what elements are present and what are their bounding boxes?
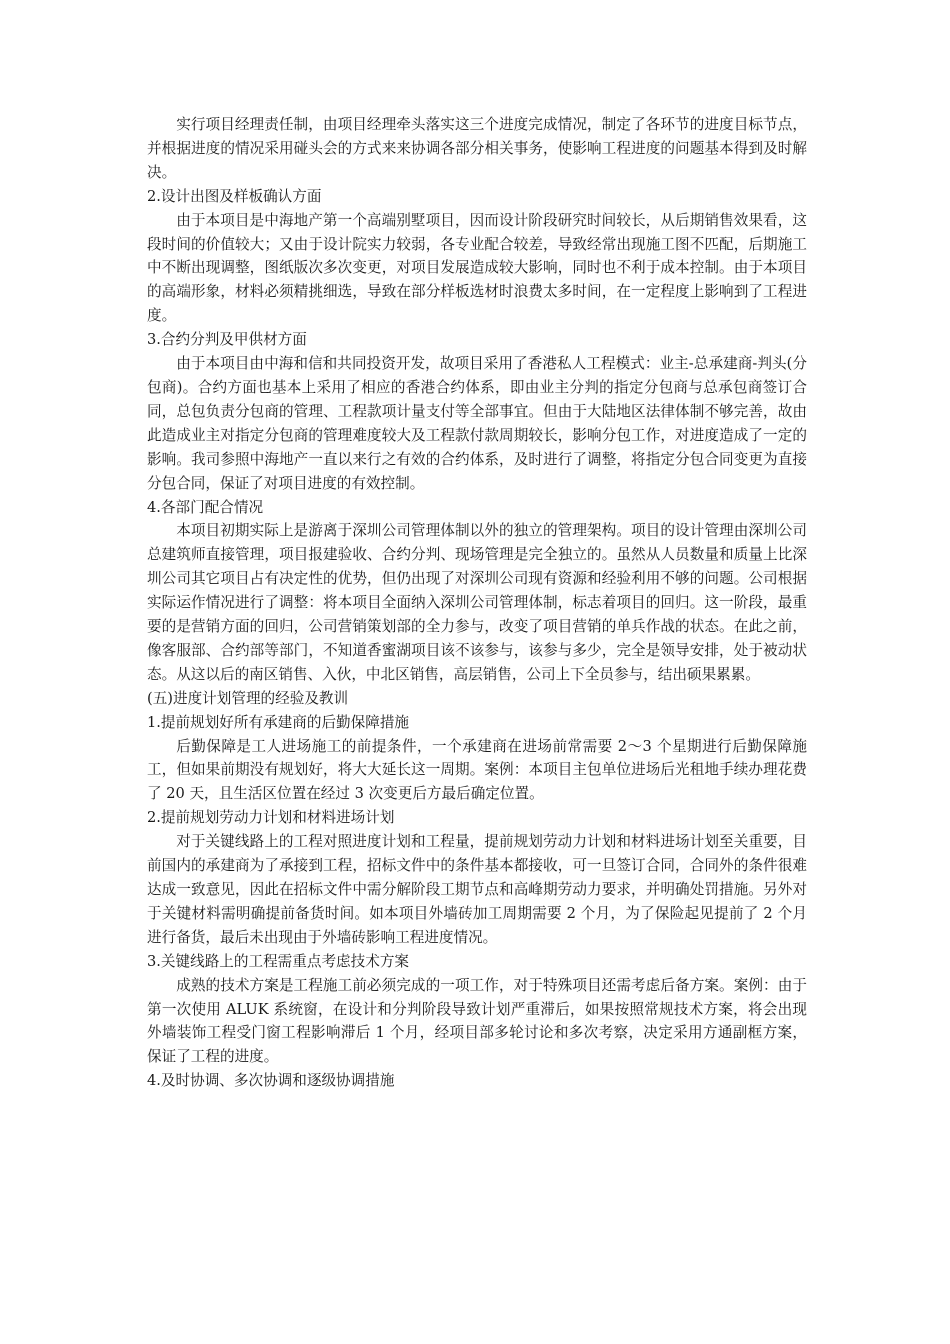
section-heading: 2.提前规划劳动力计划和材料进场计划 [147, 809, 395, 827]
paragraph: 后勤保障是工人进场施工的前提条件，一个承建商在进场前常需要 2～3 个星期进行后勤保障施工，但如果前期没有规划好，将大大延长这一周期。案例：本项目主包单位进场后光租地手续办理花费了 20 天，且生活区位置在经过 3 次变更后方最后确定位置。 [147, 737, 807, 803]
section-heading: 3.关键线路上的工程需重点考虑技术方案 [147, 952, 410, 970]
paragraph: 实行项目经理责任制，由项目经理牵头落实这三个进度完成情况，制定了各环节的进度目标节点，并根据进度的情况采用碰头会的方式来来协调各部分相关事务，使影响工程进度的问题基本得到及时解决。 [147, 116, 807, 181]
section-heading: 3.合约分判及甲供材方面 [147, 331, 307, 349]
paragraph: 对于关键线路上的工程对照进度计划和工程量，提前规划劳动力计划和材料进场计划至关重要，目前国内的承建商为了承接到工程，招标文件中的条件基本都接收，可一旦签订合同，合同外的条件很难达成一致意见，因此在招标文件中需分解阶段工期节点和高峰期劳动力要求，并明确处罚措施。另外对于关键材料需明确提前备货时间。如本项目外墙砖加工周期需要 2 个月，为了保险起见提前了 2 个月进行备货，最后未出现由于外墙砖影响工程进度情况。 [147, 833, 807, 946]
section-heading: 1.提前规划好所有承建商的后勤保障措施 [147, 713, 410, 731]
paragraph: 本项目初期实际上是游离于深圳公司管理体制以外的独立的管理架构。项目的设计管理由深圳公司总建筑师直接管理，项目报建验收、合约分判、现场管理是完全独立的。虽然从人员数量和质量上比深圳公司其它项目占有决定性的优势，但仍出现了对深圳公司现有资源和经验利用不够的问题。公司根据实际运作情况进行了调整：将本项目全面纳入深圳公司管理体制，标志着项目的回归。这一阶段，最重要的是营销方面的回归，公司营销策划部的全力参与，改变了项目营销的单兵作战的状态。在此之前，像客服部、合约部等部门，不知道香蜜湖项目该不该参与，该参与多少，完全是领导安排，处于被动状态。从这以后的南区销售、入伙，中北区销售，高层销售，公司上下全员参与，结出硕果累累。 [147, 522, 807, 683]
section-heading: 4.各部门配合情况 [147, 498, 264, 516]
paragraph: 成熟的技术方案是工程施工前必须完成的一项工作，对于特殊项目还需考虑后备方案。案例：由于第一次使用 ALUK 系统窗，在设计和分判阶段导致计划严重滞后，如果按照常规技术方案，将会出现外墙装饰工程受门窗工程影响滞后 1 个月，经项目部多轮讨论和多次考察，决定采用方通副框方案，保证了工程的进度。 [147, 976, 807, 1066]
section-heading: 4.及时协调、多次协调和逐级协调措施 [147, 1072, 395, 1090]
document-page [147, 113, 807, 1093]
paragraph: 由于本项目是中海地产第一个高端别墅项目，因而设计阶段研究时间较长，从后期销售效果看，这段时间的价值较大；又由于设计院实力较弱，各专业配合较差，导致经常出现施工图不匹配，后期施工中不断出现调整，图纸版次多次变更，对项目发展造成较大影响，同时也不利于成本控制。由于本项目的高端形象，材料必须精挑细选，导致在部分样板选材时浪费太多时间，在一定程度上影响到了工程进度。 [147, 211, 807, 325]
chapter-heading: (五)进度计划管理的经验及教训 [147, 689, 349, 707]
paragraph: 由于本项目由中海和信和共同投资开发，故项目采用了香港私人工程模式：业主-总承建商-判头(分包商)。合约方面也基本上采用了相应的香港合约体系，即由业主分判的指定分包商与总承包商签订合同，总包负责分包商的管理、工程款项计量支付等全部事宜。但由于大陆地区法律体制不够完善，故由此造成业主对指定分包商的管理难度较大及工程款付款周期较长，影响分包工作，对进度造成了一定的影响。我司参照中海地产一直以来行之有效的合约体系，及时进行了调整，将指定分包合同变更为直接分包合同，保证了对项目进度的有效控制。 [147, 355, 807, 492]
section-heading: 2.设计出图及样板确认方面 [147, 187, 322, 205]
